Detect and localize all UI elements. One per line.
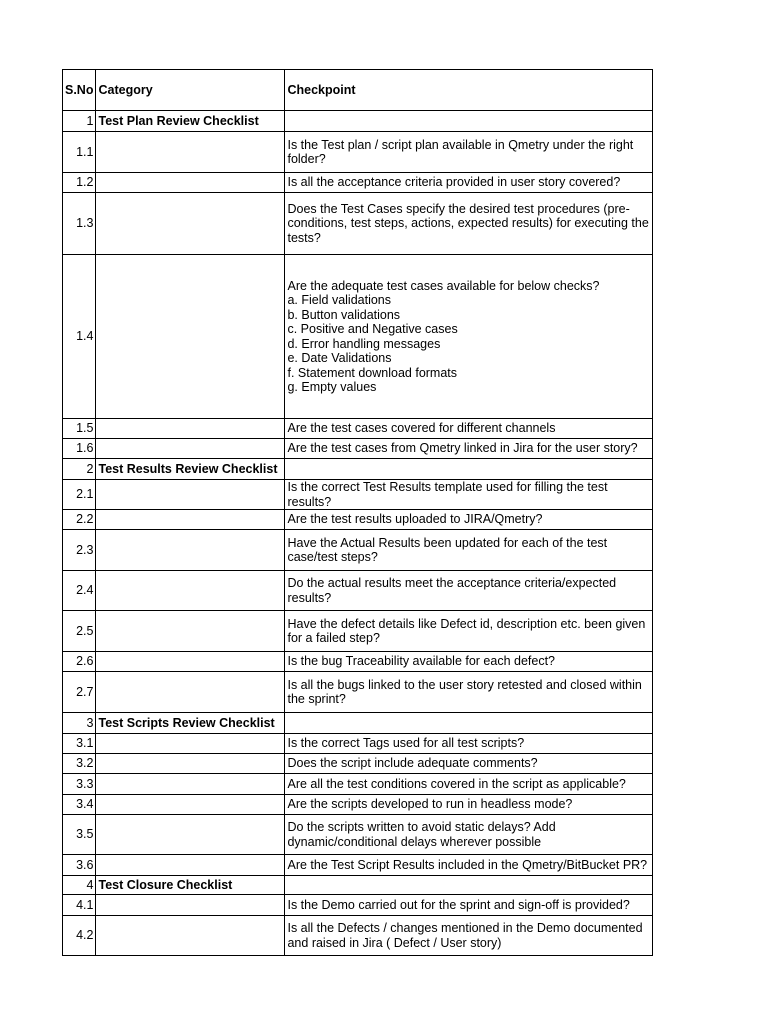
section-row <box>63 876 653 895</box>
header-row <box>63 70 653 111</box>
category-cell <box>96 774 285 795</box>
category-cell <box>96 510 285 530</box>
empty-cell <box>285 876 653 895</box>
checklist-row <box>63 895 653 916</box>
item-number: 3.3 <box>63 774 96 795</box>
section-number: 2 <box>63 459 96 480</box>
checkpoint-text: Are the adequate test cases available for below checks? a. Field validations b. Button validations c. Positive and Negative cases d. Error handling messages e. Date Validations f. Statement download formats g. Empty values <box>285 255 653 419</box>
category-cell <box>96 672 285 713</box>
category-cell <box>96 419 285 439</box>
item-number: 1.4 <box>63 255 96 419</box>
item-number: 3.5 <box>63 815 96 855</box>
checkpoint-text: Is the Test plan / script plan available in Qmetry under the right folder? <box>285 132 653 173</box>
item-number: 2.1 <box>63 480 96 510</box>
checklist-row <box>63 754 653 774</box>
header-checkpoint: Checkpoint <box>285 70 653 111</box>
category-cell <box>96 173 285 193</box>
category-cell <box>96 439 285 459</box>
item-number: 2.4 <box>63 571 96 611</box>
item-number: 2.2 <box>63 510 96 530</box>
section-title: Test Scripts Review Checklist <box>96 713 285 734</box>
item-number: 3.1 <box>63 734 96 754</box>
checklist-row <box>63 734 653 754</box>
checkpoint-text: Does the script include adequate comments? <box>285 754 653 774</box>
checkpoint-text: Have the Actual Results been updated for each of the test case/test steps? <box>285 530 653 571</box>
checkpoint-text: Is all the bugs linked to the user story retested and closed within the sprint? <box>285 672 653 713</box>
checklist-row <box>63 530 653 571</box>
category-cell <box>96 132 285 173</box>
item-number: 3.6 <box>63 855 96 876</box>
section-number: 4 <box>63 876 96 895</box>
item-number: 4.2 <box>63 916 96 956</box>
empty-cell <box>285 111 653 132</box>
item-number: 2.3 <box>63 530 96 571</box>
header-category: Category <box>96 70 285 111</box>
checklist-row <box>63 774 653 795</box>
item-number: 1.5 <box>63 419 96 439</box>
checkpoint-text: Do the actual results meet the acceptance criteria/expected results? <box>285 571 653 611</box>
category-cell <box>96 795 285 815</box>
section-row <box>63 713 653 734</box>
item-number: 1.3 <box>63 193 96 255</box>
item-number: 2.5 <box>63 611 96 652</box>
checkpoint-text: Are the test cases from Qmetry linked in Jira for the user story? <box>285 439 653 459</box>
checklist-row <box>63 672 653 713</box>
section-title: Test Closure Checklist <box>96 876 285 895</box>
checkpoint-text: Is the Demo carried out for the sprint and sign-off is provided? <box>285 895 653 916</box>
category-cell <box>96 530 285 571</box>
section-number: 3 <box>63 713 96 734</box>
category-cell <box>96 916 285 956</box>
checklist-row <box>63 173 653 193</box>
checklist-row <box>63 795 653 815</box>
checkpoint-text: Are all the test conditions covered in the script as applicable? <box>285 774 653 795</box>
checkpoint-text: Is the bug Traceability available for each defect? <box>285 652 653 672</box>
section-row <box>63 459 653 480</box>
item-number: 2.6 <box>63 652 96 672</box>
item-number: 3.4 <box>63 795 96 815</box>
checkpoint-text: Is the correct Tags used for all test scripts? <box>285 734 653 754</box>
empty-cell <box>285 713 653 734</box>
checklist-table <box>62 69 653 956</box>
item-number: 1.1 <box>63 132 96 173</box>
category-cell <box>96 480 285 510</box>
empty-cell <box>285 459 653 480</box>
checklist-row <box>63 855 653 876</box>
checklist-row <box>63 419 653 439</box>
section-number: 1 <box>63 111 96 132</box>
checkpoint-text: Is the correct Test Results template used for filling the test results? <box>285 480 653 510</box>
checkpoint-text: Is all the Defects / changes mentioned in the Demo documented and raised in Jira ( Defect / User story) <box>285 916 653 956</box>
category-cell <box>96 855 285 876</box>
item-number: 3.2 <box>63 754 96 774</box>
checkpoint-text: Have the defect details like Defect id, description etc. been given for a failed step? <box>285 611 653 652</box>
category-cell <box>96 255 285 419</box>
checkpoint-text: Are the test cases covered for different channels <box>285 419 653 439</box>
category-cell <box>96 734 285 754</box>
checkpoint-text: Is all the acceptance criteria provided in user story covered? <box>285 173 653 193</box>
checkpoint-text: Are the test results uploaded to JIRA/Qmetry? <box>285 510 653 530</box>
checklist-row <box>63 439 653 459</box>
item-number: 4.1 <box>63 895 96 916</box>
checklist-row <box>63 916 653 956</box>
checkpoint-text: Do the scripts written to avoid static delays? Add dynamic/conditional delays wherever possible <box>285 815 653 855</box>
checklist-row <box>63 193 653 255</box>
checklist-row <box>63 255 653 419</box>
checklist-row <box>63 652 653 672</box>
checkpoint-text: Are the Test Script Results included in the Qmetry/BitBucket PR? <box>285 855 653 876</box>
header-sno: S.No <box>63 70 96 111</box>
checklist-row <box>63 815 653 855</box>
category-cell <box>96 193 285 255</box>
item-number: 2.7 <box>63 672 96 713</box>
category-cell <box>96 895 285 916</box>
section-title: Test Plan Review Checklist <box>96 111 285 132</box>
category-cell <box>96 611 285 652</box>
category-cell <box>96 815 285 855</box>
category-cell <box>96 571 285 611</box>
checklist-row <box>63 611 653 652</box>
category-cell <box>96 754 285 774</box>
checklist-row <box>63 571 653 611</box>
item-number: 1.6 <box>63 439 96 459</box>
category-cell <box>96 652 285 672</box>
section-row <box>63 111 653 132</box>
section-title: Test Results Review Checklist <box>96 459 285 480</box>
checkpoint-text: Does the Test Cases specify the desired test procedures (pre-conditions, test steps, actions, expected results) for executing the tests? <box>285 193 653 255</box>
item-number: 1.2 <box>63 173 96 193</box>
checkpoint-text: Are the scripts developed to run in headless mode? <box>285 795 653 815</box>
checklist-row <box>63 480 653 510</box>
checklist-row <box>63 132 653 173</box>
checklist-row <box>63 510 653 530</box>
